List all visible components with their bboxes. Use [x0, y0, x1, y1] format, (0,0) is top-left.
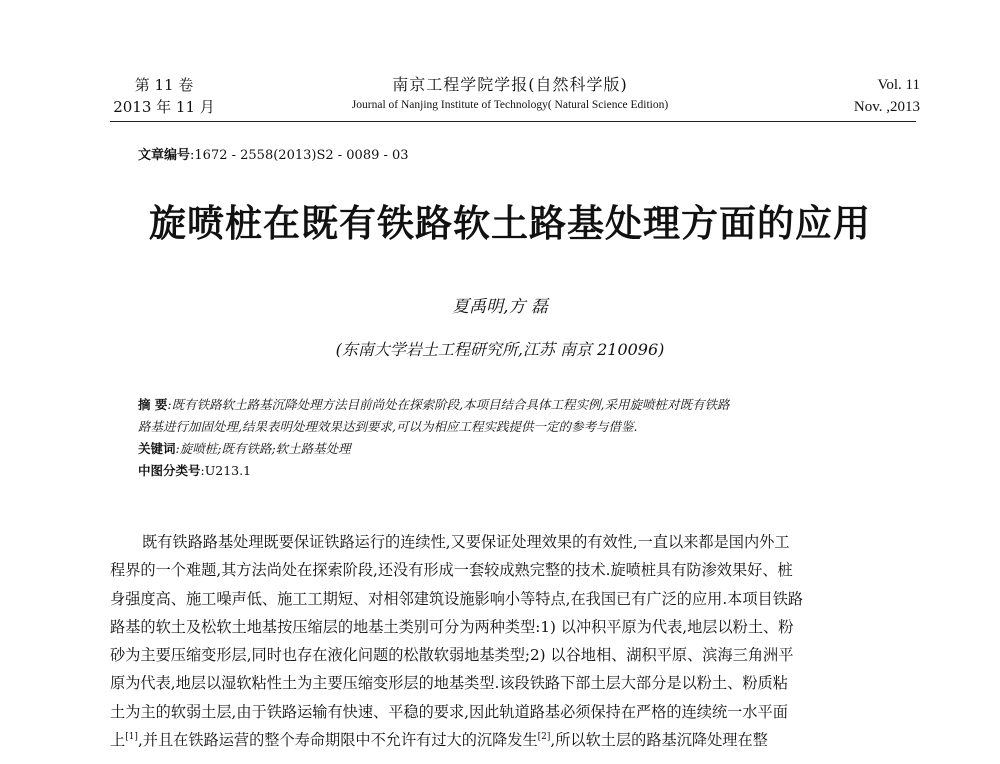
body-paragraph	[110, 528, 916, 754]
abstract-line-2: 路基进行加固处理,结果表明处理效果达到要求,可以为相应工程实践提供一定的参考与借鉴.	[138, 419, 638, 434]
body-line-2: 程界的一个难题,其方法尚处在探索阶段,还没有形成一套较成熟完整的技术.旋喷桩具有防渗效果好、桩	[110, 561, 793, 580]
article-number-label: 文章编号	[138, 148, 191, 163]
abstract-text-1: :既有铁路软土路基沉降处理方法目前尚处在探索阶段,本项目结合具体工程实例,采用旋喷桩对既有铁路	[167, 397, 730, 412]
body-line-3: 身强度高、施工噪声低、施工工期短、对相邻建筑设施影响小等特点,在我国已有广泛的应用.本项目铁路	[110, 589, 804, 608]
running-header-left	[104, 74, 224, 118]
journal-name-en: Journal of Nanjing Institute of Technology( Natural Science Edition)	[351, 99, 669, 111]
authors: 夏禹明,方 磊	[452, 297, 548, 317]
abstract-label: 摘 要	[138, 397, 168, 412]
body-line-8-c: ,所以软土层的路基沉降处理在整	[550, 731, 768, 750]
date-cn: 2013 年 11 月	[113, 98, 215, 116]
date-en: Nov. ,2013	[853, 99, 920, 115]
paper-title: 旋喷桩在既有铁路软土路基处理方面的应用	[149, 202, 871, 245]
volume-en: Vol. 11	[877, 77, 920, 93]
abstract-block	[138, 394, 898, 482]
abstract-line-1	[138, 394, 898, 416]
volume-cn: 第 11 卷	[134, 76, 194, 94]
body-line-8-b: ,并且在铁路运营的整个寿命期限中不允许有过大的沉降发生	[137, 731, 538, 750]
clc-value: :U213.1	[200, 463, 252, 478]
clc-line	[138, 460, 898, 482]
body-line-4: 路基的软土及松软土地基按压缩层的地基土类别可分为两种类型:1) 以冲积平原为代表,地层以粉土、粉	[110, 617, 794, 636]
article-number	[138, 146, 409, 166]
body-line-1: 既有铁路路基处理既要保证铁路运行的连续性,又要保证处理效果的有效性,一直以来都是国内外工	[142, 533, 790, 551]
keywords-value: :旋喷桩;既有铁路;软土路基处理	[175, 441, 351, 456]
body-line-6: 原为代表,地层以湿软粘性土为主要压缩变形层的地基类型.该段铁路下部土层大部分是以粉土、粉质粘	[110, 674, 788, 693]
body-line-7: 土为主的软弱土层,由于铁路运输有快速、平稳的要求,因此轨道路基必须保持在严格的连续统一水平面	[110, 702, 788, 721]
body-line-8-a: 上	[110, 731, 126, 750]
article-number-value: :1672 - 2558(2013)S2 - 0089 - 03	[190, 148, 409, 163]
keywords-label: 关键词	[138, 441, 176, 456]
running-header-right	[820, 74, 920, 118]
header-divider	[110, 121, 916, 122]
body-line-8	[110, 726, 916, 754]
clc-label: 中图分类号	[138, 463, 201, 478]
citation-1[interactable]: [1]	[125, 732, 138, 743]
keywords-line	[138, 438, 898, 460]
journal-name-cn: 南京工程学院学报(自然科学版)	[392, 75, 628, 94]
affiliation: (东南大学岩土工程研究所,江苏 南京 210096)	[335, 340, 665, 359]
body-line-5: 砂为主要压缩变形层,同时也存在液化问题的松散软弱地基类型;2) 以谷地相、湖积平原、滨海三角洲平	[110, 646, 794, 665]
running-header-center	[340, 74, 680, 114]
citation-2[interactable]: [2]	[537, 732, 551, 743]
